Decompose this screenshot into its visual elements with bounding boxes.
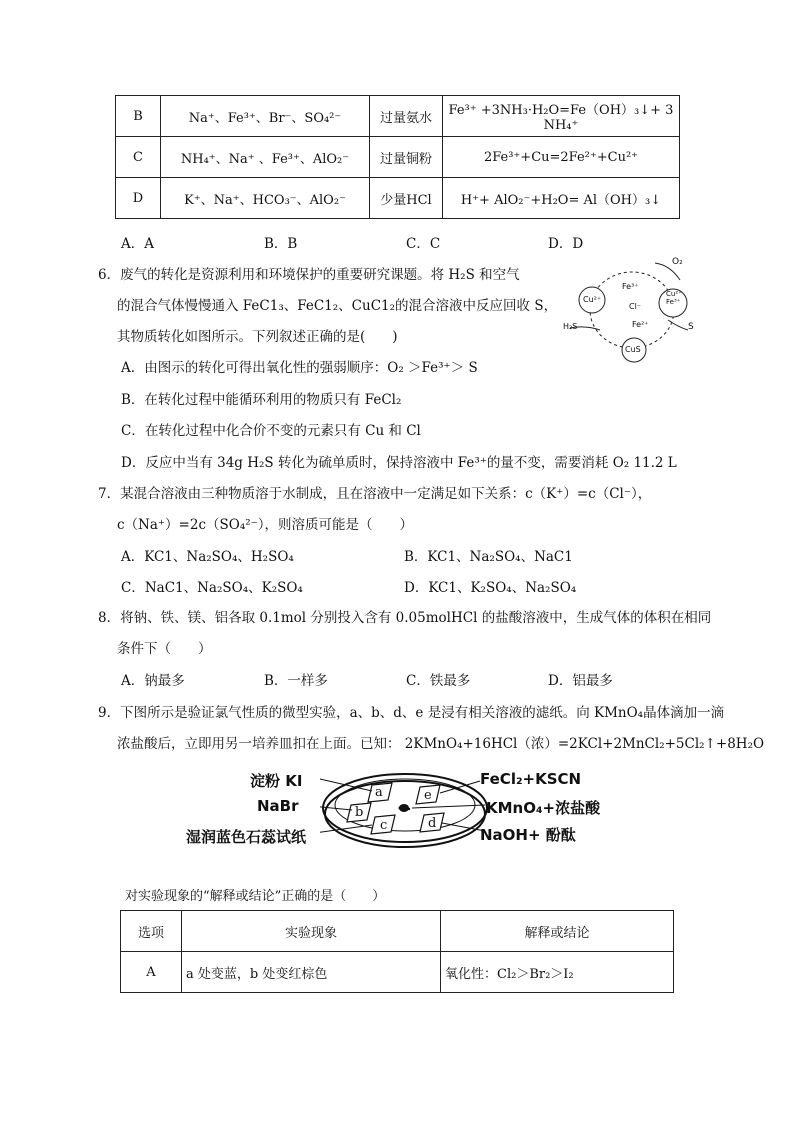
paper-e-label: e <box>424 788 432 803</box>
answer-option[interactable]: B．在转化过程中能循环利用的物质只有 FeCl₂ <box>121 392 402 408</box>
question-stem: 9．下图所示是验证氯气性质的微型实验，a、b、d、e 是浸有相关溶液的滤纸。向 KMnO₄晶体滴加一滴 <box>98 705 725 721</box>
option-cell: A <box>121 952 182 993</box>
starch-ki-label: 淀粉 KI <box>250 772 303 790</box>
cl-label: Cl⁻ <box>629 302 642 311</box>
ions-cell: Na⁺、Fe³⁺、Br⁻、SO₄²⁻ <box>161 96 370 137</box>
question-stem: c（Na⁺）=2c（SO₄²⁻），则溶质可能是（ ） <box>117 517 414 533</box>
answer-option[interactable]: D．KC1、K₂SO₄、Na₂SO₄ <box>404 580 577 596</box>
reagent-cell: 过量氨水 <box>370 96 443 137</box>
paper-d-label: d <box>428 816 437 831</box>
answer-option[interactable]: D．反应中当有 34g H₂S 转化为硫单质时，保持溶液中 Fe³⁺的量不变，需要消耗 O₂ 11.2 L <box>121 455 677 471</box>
kmno4-hcl-label: KMnO₄+浓盐酸 <box>486 799 601 817</box>
question-stem: 的混合气体慢慢通入 FeC1₃、FeC1₂、CuC1₂的混合溶液中反应回收 S， <box>117 298 558 314</box>
question-stem: 浓盐酸后，立即用另一培养皿扣在上面。已知： 2KMnO₄+16HCl（浓）=2KCl+2MnCl₂+5Cl₂↑+8H₂O <box>117 736 765 752</box>
table-row <box>116 178 680 219</box>
paper-c-label: c <box>380 818 388 833</box>
answer-option[interactable]: A．钠最多 <box>121 673 185 689</box>
nabr-label: NaBr <box>257 797 299 815</box>
litmus-label: 湿润蓝色石蕊试纸 <box>186 828 307 846</box>
answer-option[interactable]: C．C <box>406 236 441 252</box>
question-stem: 8．将钠、铁、镁、铝各取 0.1mol 分别投入含有 0.05molHCl 的盐酸溶液中，生成气体的体积在相同 <box>98 610 712 626</box>
fe2-label: Fe²⁺ <box>632 320 649 329</box>
phenomenon-cell: a 处变蓝，b 处变红棕色 <box>182 952 441 993</box>
answer-option[interactable]: B．B <box>264 236 298 252</box>
conclusion-cell: 氧化性：Cl₂＞Br₂＞I₂ <box>441 952 674 993</box>
q9-table <box>120 910 674 993</box>
ions-cell: NH₄⁺、Na⁺ 、Fe³⁺、AlO₂⁻ <box>161 137 370 178</box>
s-label: S <box>688 322 694 332</box>
table-row <box>116 96 680 137</box>
o2-label: O₂ <box>672 257 683 267</box>
header-cell: 解释或结论 <box>441 911 674 952</box>
question-stem: 6．废气的转化是资源利用和环境保护的重要研究课题。将 H₂S 和空气 <box>98 267 520 283</box>
answer-option[interactable]: B．KC1、Na₂SO₄、NaC1 <box>404 549 573 565</box>
paper-a-label: a <box>375 785 383 800</box>
q5-table <box>115 95 680 219</box>
cu2-label: Cu²⁺ <box>583 295 602 304</box>
question-stem: 条件下（ ） <box>117 641 212 657</box>
answer-option[interactable]: C．在转化过程中化合价不变的元素只有 Cu 和 Cl <box>121 423 421 439</box>
answer-option[interactable]: C．NaC1、Na₂SO₄、K₂SO₄ <box>121 580 303 596</box>
paper-b-label: b <box>355 805 364 820</box>
answer-option[interactable]: A．由图示的转化可得出氧化性的强弱顺序：O₂ ＞Fe³⁺＞ S <box>121 360 478 376</box>
fe3-label: Fe³⁺ <box>622 282 639 291</box>
answer-option[interactable]: C．铁最多 <box>406 673 471 689</box>
table-row <box>116 137 680 178</box>
question-stem: 7．某混合溶液由三种物质溶于水制成，且在溶液中一定满足如下关系：c（K⁺）=c（Cl⁻）， <box>98 486 652 502</box>
equation-cell: Fe³⁺ +3NH₃·H₂O=Fe（OH）₃↓+ 3 NH₄⁺ <box>443 96 680 137</box>
h2s-label: H₂S <box>563 322 578 331</box>
equation-cell: 2Fe³⁺+Cu=2Fe²⁺+Cu²⁺ <box>443 137 680 178</box>
answer-option[interactable]: D．D <box>548 236 584 252</box>
cu-fe-label: Cu²⁺ Fe³⁺ <box>666 290 682 306</box>
option-cell: B <box>116 96 161 137</box>
answer-option[interactable]: A．A <box>121 236 154 252</box>
fecl2-kscn-label: FeCl₂+KSCN <box>480 770 582 788</box>
header-cell: 选项 <box>121 911 182 952</box>
naoh-phenolphthalein-label: NaOH+ 酚酞 <box>480 826 576 844</box>
table-row <box>121 952 674 993</box>
option-cell: D <box>116 178 161 219</box>
equation-cell: H⁺+ AlO₂⁻+H₂O= Al（OH）₃↓ <box>443 178 680 219</box>
question-prompt: 对实验现象的“解释或结论”正确的是（ ） <box>125 889 386 904</box>
answer-option[interactable]: D．铝最多 <box>548 673 613 689</box>
cus-label: CuS <box>625 345 641 354</box>
option-cell: C <box>116 137 161 178</box>
question-stem: 其物质转化如图所示。下列叙述正确的是( ) <box>117 329 398 345</box>
reagent-cell: 过量铜粉 <box>370 137 443 178</box>
reagent-cell: 少量HCl <box>370 178 443 219</box>
answer-option[interactable]: A．KC1、Na₂SO₄、H₂SO₄ <box>121 549 294 565</box>
ions-cell: K⁺、Na⁺、HCO₃⁻、AlO₂⁻ <box>161 178 370 219</box>
answer-option[interactable]: B．一样多 <box>264 673 328 689</box>
table-header-row <box>121 911 674 952</box>
header-cell: 实验现象 <box>182 911 441 952</box>
petri-dish-diagram <box>320 765 490 860</box>
